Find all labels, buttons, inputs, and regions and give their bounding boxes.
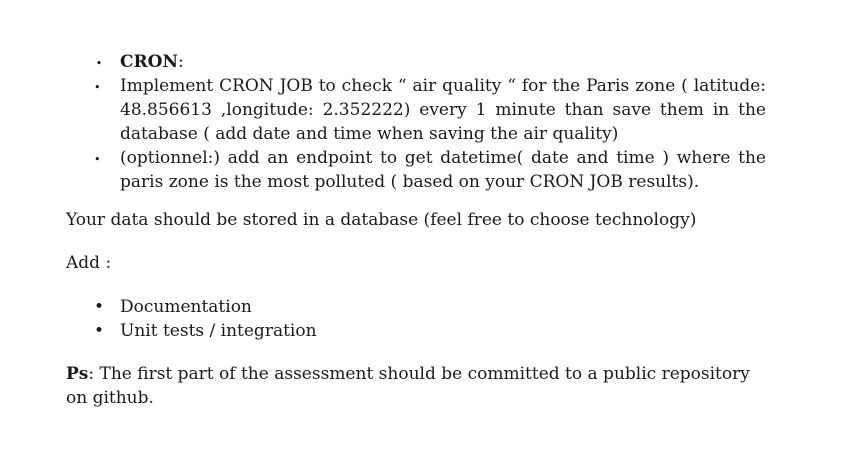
add-item-documentation: Documentation (120, 297, 252, 317)
bullet-icon (94, 295, 104, 319)
cron-bullet-list (66, 50, 766, 194)
add-bullet-list (66, 295, 766, 343)
cron-heading-colon: : (178, 52, 184, 72)
list-item (66, 319, 766, 343)
cron-heading: CRON (120, 52, 179, 72)
list-item (66, 295, 766, 319)
bullet-icon (94, 74, 104, 100)
add-label: Add : (66, 253, 112, 273)
ps-note (66, 362, 766, 410)
bullet-icon (94, 146, 104, 172)
ps-label: Ps (66, 364, 89, 384)
list-item (66, 146, 766, 194)
list-item (66, 74, 766, 146)
list-item (66, 50, 766, 74)
cron-job-description: Implement CRON JOB to check “ air quality “ for the Paris zone ( latitude: 48.856613 ,longitude: 2.352222) every 1 minute than save them in the database ( add date and time when saving the air quality) (120, 76, 766, 144)
ps-text: : The first part of the assessment should be committed to a public repository on github. (66, 364, 750, 408)
document-body (66, 50, 766, 410)
add-item-unit-tests: Unit tests / integration (120, 321, 317, 341)
storage-note: Your data should be stored in a database (feel free to choose technology) (66, 210, 697, 230)
bullet-icon (94, 50, 104, 76)
bullet-icon (94, 319, 104, 343)
optional-endpoint-description: (optionnel:) add an endpoint to get datetime( date and time ) where the paris zone is the most polluted ( based on your CRON JOB results). (120, 148, 766, 192)
